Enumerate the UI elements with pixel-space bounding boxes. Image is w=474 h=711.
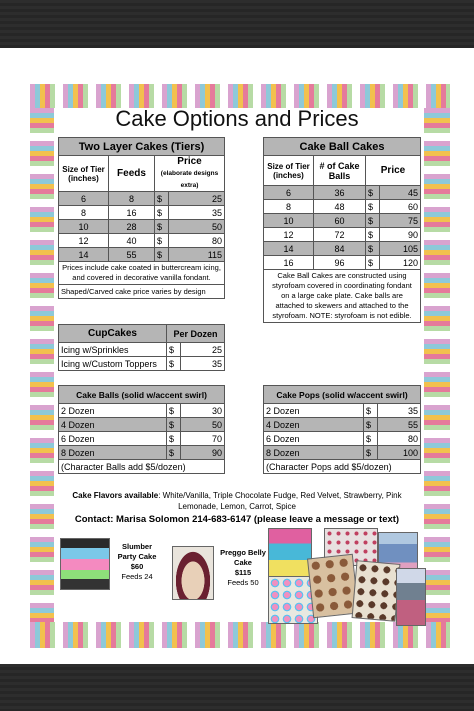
table-note-2: Shaped/Carved cake price varies by design bbox=[59, 285, 225, 299]
cell: 84 bbox=[314, 242, 366, 256]
col-feeds: Feeds bbox=[109, 156, 155, 192]
cell: $ bbox=[364, 446, 378, 460]
table-header: Cake Pops (solid w/accent swirl) bbox=[264, 386, 421, 404]
cell: 100 bbox=[378, 446, 421, 460]
cell: 35 bbox=[169, 206, 225, 220]
cell: $ bbox=[167, 343, 181, 357]
cake-ball-cakes-table bbox=[263, 137, 421, 323]
cell: 2 Dozen bbox=[264, 404, 364, 418]
cell: 28 bbox=[109, 220, 155, 234]
table-row bbox=[264, 418, 421, 432]
cake-pops-table bbox=[263, 385, 421, 474]
cell: $ bbox=[366, 214, 380, 228]
preggo-caption bbox=[218, 548, 268, 588]
cell: 14 bbox=[264, 242, 314, 256]
cell: $ bbox=[366, 200, 380, 214]
col-price bbox=[155, 156, 225, 192]
cell: $ bbox=[167, 418, 181, 432]
cell: 75 bbox=[380, 214, 421, 228]
table-note: Cake Ball Cakes are constructed using styrofoam covered in coordinating fondant on a large cake plate. Cake balls are attached to skewers and attached to the styrofoam. NOTE: styrofoam is not edible. bbox=[264, 270, 421, 323]
cell: $ bbox=[167, 432, 181, 446]
cell: 6 Dozen bbox=[264, 432, 364, 446]
tiered-cake-photo bbox=[396, 568, 426, 626]
cell: Icing w/Custom Toppers bbox=[59, 357, 167, 371]
slumber-cake-photo bbox=[60, 538, 110, 590]
cell: 6 bbox=[59, 192, 109, 206]
table-row bbox=[59, 206, 225, 220]
cell: 8 Dozen bbox=[264, 446, 364, 460]
cell: 40 bbox=[109, 234, 155, 248]
table-header: Cake Ball Cakes bbox=[264, 138, 421, 156]
table-row bbox=[264, 256, 421, 270]
col-price: Price bbox=[366, 156, 421, 186]
cake-balls-table bbox=[58, 385, 225, 474]
cell: $ bbox=[167, 404, 181, 418]
table-row bbox=[264, 214, 421, 228]
cell: 35 bbox=[181, 357, 225, 371]
cell: 10 bbox=[264, 214, 314, 228]
cell: $ bbox=[364, 418, 378, 432]
cake-feeds: Feeds 50 bbox=[227, 578, 259, 587]
cake-balls-photo-2 bbox=[352, 560, 401, 622]
table-row bbox=[59, 192, 225, 206]
col-size: Size of Tier (inches) bbox=[264, 156, 314, 186]
table-row bbox=[264, 186, 421, 200]
cell: 60 bbox=[380, 200, 421, 214]
cell: $ bbox=[155, 192, 169, 206]
contact-info: Contact: Marisa Solomon 214-683-6147 (please leave a message or text) bbox=[74, 514, 400, 525]
decorative-border-right bbox=[424, 108, 450, 622]
slumber-caption bbox=[112, 542, 162, 582]
cell: 6 bbox=[264, 186, 314, 200]
cell: 6 Dozen bbox=[59, 432, 167, 446]
cell: 35 bbox=[378, 404, 421, 418]
cell: 2 Dozen bbox=[59, 404, 167, 418]
cell: 80 bbox=[169, 234, 225, 248]
cell: $ bbox=[364, 404, 378, 418]
cell: 48 bbox=[314, 200, 366, 214]
two-layer-table bbox=[58, 137, 225, 299]
table-row bbox=[59, 248, 225, 262]
cake-price: $115 bbox=[234, 568, 252, 577]
cell: 90 bbox=[181, 446, 225, 460]
cell: 4 Dozen bbox=[264, 418, 364, 432]
cell: 8 bbox=[264, 200, 314, 214]
cell: $ bbox=[155, 220, 169, 234]
col-balls: # of Cake Balls bbox=[314, 156, 366, 186]
table-row bbox=[264, 432, 421, 446]
cell: 120 bbox=[380, 256, 421, 270]
cell: 8 bbox=[59, 206, 109, 220]
cell: $ bbox=[366, 228, 380, 242]
cell: 50 bbox=[169, 220, 225, 234]
cell: 8 Dozen bbox=[59, 446, 167, 460]
cell: 105 bbox=[380, 242, 421, 256]
table-row bbox=[264, 404, 421, 418]
table-row bbox=[59, 432, 225, 446]
cell: 8 bbox=[109, 192, 155, 206]
cell: 25 bbox=[181, 343, 225, 357]
cake-balls-photo bbox=[307, 554, 359, 618]
table-row bbox=[264, 446, 421, 460]
table-row bbox=[59, 357, 225, 371]
cell: 70 bbox=[181, 432, 225, 446]
bottom-bar bbox=[0, 664, 474, 711]
table-row bbox=[59, 220, 225, 234]
cell: 16 bbox=[264, 256, 314, 270]
cell: Icing w/Sprinkles bbox=[59, 343, 167, 357]
cell: 60 bbox=[314, 214, 366, 228]
decorative-border-left bbox=[30, 108, 54, 622]
cell: $ bbox=[155, 234, 169, 248]
col-size: Size of Tier (inches) bbox=[59, 156, 109, 192]
table-row bbox=[59, 343, 225, 357]
table-header-2: Per Dozen bbox=[167, 325, 225, 343]
price-label: Price bbox=[177, 156, 202, 167]
cell: 115 bbox=[169, 248, 225, 262]
cell: $ bbox=[167, 357, 181, 371]
table-row bbox=[59, 418, 225, 432]
table-row bbox=[59, 404, 225, 418]
cell: 96 bbox=[314, 256, 366, 270]
cell: 4 Dozen bbox=[59, 418, 167, 432]
cake-name: Slumber Party Cake bbox=[117, 542, 157, 561]
cell: 72 bbox=[314, 228, 366, 242]
decorative-border-top bbox=[30, 84, 450, 108]
decorative-border-bottom bbox=[30, 622, 450, 648]
table-header: Two Layer Cakes (Tiers) bbox=[59, 138, 225, 156]
cell: 12 bbox=[264, 228, 314, 242]
cell: $ bbox=[366, 242, 380, 256]
cell: 16 bbox=[109, 206, 155, 220]
table-row bbox=[264, 242, 421, 256]
table-note: Prices include cake coated in buttercream icing, and covered in decorative vanilla fondant. bbox=[59, 262, 225, 285]
top-bar bbox=[0, 0, 474, 48]
flavors-label: Cake Flavors available bbox=[72, 491, 159, 500]
cell: 80 bbox=[378, 432, 421, 446]
cell: 25 bbox=[169, 192, 225, 206]
cell: 14 bbox=[59, 248, 109, 262]
cupcake-tower-photo bbox=[268, 528, 312, 578]
cake-feeds: Feeds 24 bbox=[121, 572, 153, 581]
preggo-cake-photo bbox=[172, 546, 214, 600]
cake-name: Preggo Belly Cake bbox=[220, 548, 266, 567]
cell: 10 bbox=[59, 220, 109, 234]
cupcakes-table bbox=[58, 324, 225, 371]
table-row bbox=[59, 446, 225, 460]
table-row bbox=[59, 234, 225, 248]
flavors-list: : White/Vanilla, Triple Chocolate Fudge, Red Velvet, Strawberry, Pink Lemonade, Lemon, Carrot, Spice bbox=[158, 491, 402, 511]
cell: 55 bbox=[109, 248, 155, 262]
cell: 30 bbox=[181, 404, 225, 418]
cell: $ bbox=[366, 186, 380, 200]
cake-price: $60 bbox=[130, 562, 144, 571]
table-header: CupCakes bbox=[59, 325, 167, 343]
price-sublabel: (elaborate designs extra) bbox=[160, 170, 219, 189]
cell: 36 bbox=[314, 186, 366, 200]
cell: 50 bbox=[181, 418, 225, 432]
table-note: (Character Balls add $5/dozen) bbox=[59, 460, 225, 474]
flavors-text bbox=[60, 490, 414, 512]
cell: $ bbox=[366, 256, 380, 270]
cell: $ bbox=[167, 446, 181, 460]
table-row bbox=[264, 200, 421, 214]
price-flyer bbox=[0, 48, 474, 664]
page-title: Cake Options and Prices bbox=[115, 106, 359, 131]
cell: 45 bbox=[380, 186, 421, 200]
cell: 55 bbox=[378, 418, 421, 432]
cell: 90 bbox=[380, 228, 421, 242]
cell: 12 bbox=[59, 234, 109, 248]
cell: $ bbox=[155, 248, 169, 262]
cell: $ bbox=[364, 432, 378, 446]
cell: $ bbox=[155, 206, 169, 220]
table-note: (Character Pops add $5/dozen) bbox=[264, 460, 421, 474]
table-row bbox=[264, 228, 421, 242]
table-header: Cake Balls (solid w/accent swirl) bbox=[59, 386, 225, 404]
